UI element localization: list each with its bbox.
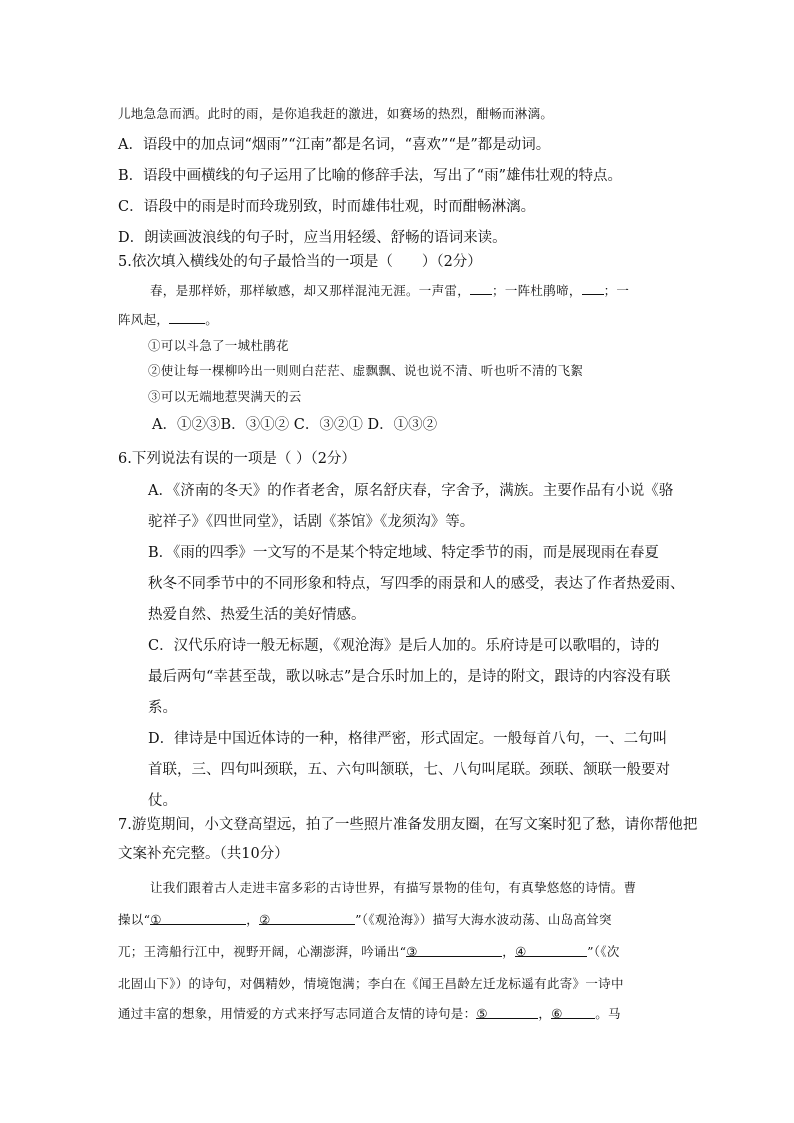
q6-option-a-line2: 驼祥子》《四世同堂》，话剧《茶馆》《龙须沟》等。	[148, 514, 475, 530]
q7-blank-5	[476, 1004, 538, 1019]
q7-blank-2	[259, 910, 355, 925]
q5-passage-part2: ；一阵杜鹃啼，	[492, 283, 582, 298]
q7-blank-marker: ④	[515, 944, 527, 959]
q6-option-a-line1: A．《济南的冬天》的作者老舍，原名舒庆春，字舍予，满族。主要作品有小说《骆	[148, 483, 674, 499]
q7-blank-marker: ⑤	[476, 1006, 488, 1021]
q5-passage-part4: 阵风起，	[118, 312, 170, 327]
q7-text: ”（《次	[587, 944, 620, 959]
q7-copy-line5	[118, 1004, 621, 1024]
q4-option-d: D．朗读画波浪线的句子时，应当用轻缓、舒畅的语词来读。	[118, 230, 507, 246]
q5-choices: A．①②③B．③①② C．③②① D．①③②	[152, 417, 438, 433]
q5-item-3: ③可以无端地惹哭满天的云	[148, 389, 302, 404]
q7-text: ，	[538, 1006, 552, 1021]
q5-item-2: ②使让每一棵柳吟出一则则白茫茫、虚飘飘、说也说不清、听也听不清的飞絮	[148, 363, 584, 378]
q4-option-b: B．语段中画横线的句子运用了比喻的修辞手法，写出了“雨”雄伟壮观的特点。	[118, 168, 622, 184]
q7-copy-line4: 北固山下》）的诗句，对偶精妙，情境饱满；李白在《闻王昌龄左迁龙标遥有此寄》一诗中	[118, 976, 624, 991]
q4-option-a: A．语段中的加点词“烟雨”“江南”都是名词，“喜欢”“是”都是动词。	[118, 137, 551, 153]
q7-stem-line1: 7.游览期间，小文登高望远，拍了一些照片准备发朋友圈，在写文案时犯了愁，请你帮他把	[118, 817, 698, 833]
q6-option-c-line1: C．汉代乐府诗一般无标题，《观沧海》是后人加的。乐府诗是可以歌唱的，诗的	[148, 638, 660, 654]
q5-passage-line1	[150, 280, 629, 301]
q7-stem-line2: 文案补充完整。（共10分）	[118, 846, 289, 862]
q6-option-c-line3: 系。	[148, 700, 177, 716]
q6-option-d-line1: D．律诗是中国近体诗的一种，格律严密，形式固定。一般每首八句，一、二句叫	[148, 731, 668, 747]
q6-option-b-line3: 热爱自然、热爱生活的美好情感。	[148, 607, 366, 623]
q4-passage-tail: 儿地急急而洒。此时的雨，是你追我赶的激进，如赛场的热烈，酣畅而淋漓。	[118, 106, 554, 121]
q7-blank-marker: ①	[150, 912, 162, 927]
q6-option-d-line3: 仗。	[148, 793, 177, 809]
q7-text: 兀；王湾船行江中，视野开阔，心潮澎湃，吟诵出“	[118, 944, 407, 959]
q6-option-b-line2: 秋冬不同季节中的不同形象和特点，写四季的雨景和人的感受，表达了作者热爱雨、	[148, 576, 685, 592]
q5-passage-line2	[118, 309, 218, 330]
q4-option-c: C．语段中的雨是时而玲珑别致，时而雄伟壮观，时而酣畅淋漓。	[118, 199, 536, 215]
q7-copy-line3	[118, 942, 620, 962]
q7-blank-4	[515, 942, 587, 957]
q6-option-b-line1: B．《雨的四季》一文写的不是某个特定地域、特定季节的雨，而是展现雨在春夏	[148, 545, 659, 561]
q5-passage-part1: 春，是那样娇，那样敏感，却又那样混沌无涯。一声雷，	[150, 283, 471, 298]
q7-copy-line1: 让我们跟着古人走进丰富多彩的古诗世界，有描写景物的佳句，有真挚悠悠的诗情。曹	[150, 880, 637, 895]
q6-stem: 6.下列说法有误的一项是（ ）（2分）	[118, 451, 356, 467]
q6-option-c-line2: 最后两句“幸甚至哉，歌以咏志”是合乐时加上的，是诗的附文，跟诗的内容没有联	[148, 669, 671, 685]
q7-text: 通过丰富的想象，用情爱的方式来抒写志同道合友情的诗句是：	[118, 1006, 477, 1021]
q5-item-1: ①可以斗急了一城杜鹃花	[148, 338, 289, 353]
q7-blank-6	[551, 1004, 595, 1019]
q7-text: 。马	[595, 1006, 621, 1021]
q5-passage-part3: ；一	[603, 283, 630, 298]
q7-blank-marker: ③	[406, 944, 418, 959]
q7-blank-marker: ②	[259, 912, 271, 927]
q7-text: ，	[502, 944, 516, 959]
q7-text: 操以“	[118, 912, 151, 927]
q5-blank-2	[582, 280, 604, 295]
q7-blank-3	[406, 942, 502, 957]
q7-blank-marker: ⑥	[551, 1006, 563, 1021]
q7-copy-line2	[118, 910, 612, 930]
q7-text: ”（《观沧海》）描写大海水波动荡、山岛高耸突	[355, 912, 612, 927]
q5-blank-3	[169, 309, 205, 324]
q7-text: ，	[246, 912, 260, 927]
q5-passage-part5: 。	[205, 312, 219, 327]
q5-stem: 5.依次填入横线处的句子最恰当的一项是（ ）（2分）	[118, 254, 482, 270]
q6-option-d-line2: 首联，三、四句叫颈联，五、六句叫颔联，七、八句叫尾联。颈联、颔联一般要对	[148, 762, 670, 778]
q5-blank-1	[470, 280, 492, 295]
q7-blank-1	[150, 910, 246, 925]
